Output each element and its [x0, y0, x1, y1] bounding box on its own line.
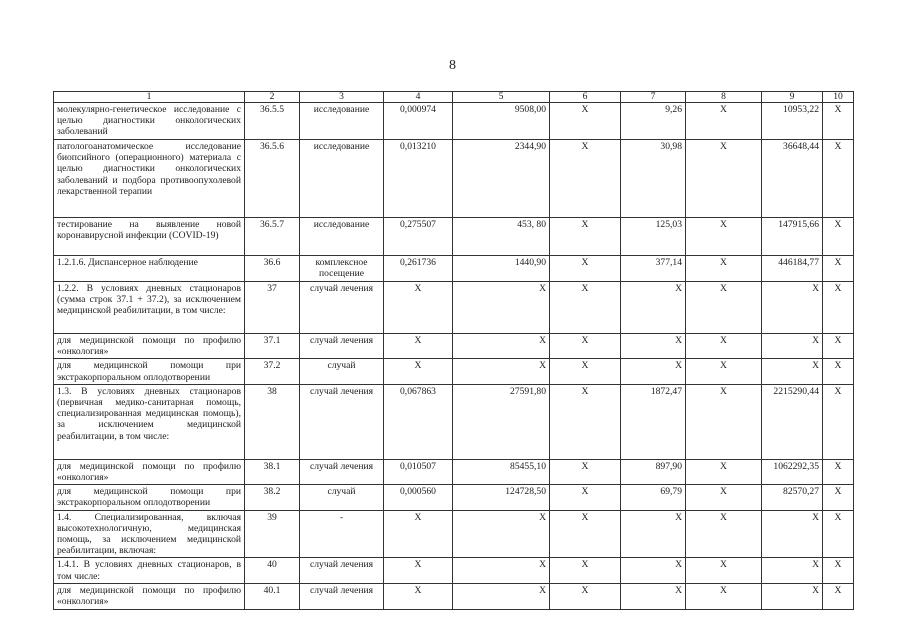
col10-cell: X	[823, 256, 854, 282]
column-header: 8	[686, 92, 762, 103]
row-name-cell: патологоанатомическое исследование биопсийного (операционного) материала с целью диагностики онкологических заболеваний и подбора противоопухолевой лекарственной терапии	[54, 140, 245, 218]
col7-cell: 125,03	[621, 218, 686, 256]
col10-cell: X	[823, 103, 854, 140]
table-row	[54, 510, 854, 558]
row-code-cell: 38	[245, 384, 300, 459]
row-code-cell: 39	[245, 510, 300, 558]
col4-cell: X	[384, 334, 453, 359]
col7-cell: X	[621, 558, 686, 583]
table-row	[54, 459, 854, 484]
table-row	[54, 256, 854, 282]
col6-cell: X	[550, 510, 621, 558]
col7-cell: 30,98	[621, 140, 686, 218]
table-row	[54, 583, 854, 609]
row-name-cell: 1.4. Специализированная, включая высокотехнологичную, медицинская помощь, за исключением медицинской реабилитации, включая:	[54, 510, 245, 558]
row-unit-cell: исследование	[300, 218, 384, 256]
col6-cell: X	[550, 334, 621, 359]
col4-cell: X	[384, 282, 453, 334]
row-unit-cell: случай лечения	[300, 282, 384, 334]
row-name-cell: 1.4.1. В условиях дневных стационаров, в том числе:	[54, 558, 245, 583]
table-row	[54, 103, 854, 140]
col9-cell: 10953,22	[762, 103, 823, 140]
col6-cell: X	[550, 359, 621, 384]
col7-cell: 69,79	[621, 485, 686, 510]
col9-cell: 36648,44	[762, 140, 823, 218]
col6-cell: X	[550, 218, 621, 256]
row-unit-cell: исследование	[300, 103, 384, 140]
col6-cell: X	[550, 140, 621, 218]
col10-cell: X	[823, 583, 854, 609]
row-code-cell: 37.2	[245, 359, 300, 384]
table-row	[54, 359, 854, 384]
column-header: 1	[54, 92, 245, 103]
col10-cell: X	[823, 334, 854, 359]
col4-cell: X	[384, 583, 453, 609]
col6-cell: X	[550, 583, 621, 609]
col8-cell: X	[686, 103, 762, 140]
col4-cell: 0,000560	[384, 485, 453, 510]
col7-cell: X	[621, 282, 686, 334]
row-unit-cell: случай лечения	[300, 558, 384, 583]
table-row	[54, 218, 854, 256]
col5-cell: X	[453, 583, 550, 609]
row-name-cell: для медицинской помощи при экстракорпоральном оплодотворении	[54, 359, 245, 384]
col8-cell: X	[686, 256, 762, 282]
col9-cell: X	[762, 282, 823, 334]
col7-cell: X	[621, 583, 686, 609]
row-name-cell: для медицинской помощи по профилю «онкология»	[54, 583, 245, 609]
row-code-cell: 38.1	[245, 459, 300, 484]
row-code-cell: 36.5.7	[245, 218, 300, 256]
col8-cell: X	[686, 459, 762, 484]
col4-cell: 0,013210	[384, 140, 453, 218]
col6-cell: X	[550, 282, 621, 334]
col9-cell: X	[762, 359, 823, 384]
col8-cell: X	[686, 282, 762, 334]
col9-cell: X	[762, 583, 823, 609]
col7-cell: 377,14	[621, 256, 686, 282]
col7-cell: X	[621, 510, 686, 558]
row-unit-cell: случай лечения	[300, 459, 384, 484]
col10-cell: X	[823, 282, 854, 334]
col9-cell: 147915,66	[762, 218, 823, 256]
column-header: 5	[453, 92, 550, 103]
table-row	[54, 384, 854, 459]
col9-cell: X	[762, 334, 823, 359]
row-code-cell: 37.1	[245, 334, 300, 359]
row-name-cell: 1.2.1.6. Диспансерное наблюдение	[54, 256, 245, 282]
row-code-cell: 36.5.5	[245, 103, 300, 140]
col6-cell: X	[550, 103, 621, 140]
row-name-cell: 1.2.2. В условиях дневных стационаров (сумма строк 37.1 + 37.2), за исключением медицинской реабилитации, в том числе:	[54, 282, 245, 334]
column-header: 7	[621, 92, 686, 103]
col4-cell: 0,000974	[384, 103, 453, 140]
column-header: 3	[300, 92, 384, 103]
col8-cell: X	[686, 583, 762, 609]
row-code-cell: 38.2	[245, 485, 300, 510]
table-row	[54, 485, 854, 510]
col10-cell: X	[823, 485, 854, 510]
row-code-cell: 36.5.6	[245, 140, 300, 218]
col5-cell: X	[453, 282, 550, 334]
table-header-row	[54, 92, 854, 103]
row-unit-cell: случай	[300, 359, 384, 384]
col8-cell: X	[686, 558, 762, 583]
row-unit-cell: исследование	[300, 140, 384, 218]
row-code-cell: 40.1	[245, 583, 300, 609]
col10-cell: X	[823, 218, 854, 256]
column-header: 10	[823, 92, 854, 103]
col7-cell: X	[621, 359, 686, 384]
row-code-cell: 36.6	[245, 256, 300, 282]
col6-cell: X	[550, 459, 621, 484]
col5-cell: 9508,00	[453, 103, 550, 140]
table-row	[54, 558, 854, 583]
col10-cell: X	[823, 510, 854, 558]
col5-cell: 27591,80	[453, 384, 550, 459]
col7-cell: 9,26	[621, 103, 686, 140]
col8-cell: X	[686, 140, 762, 218]
col10-cell: X	[823, 359, 854, 384]
data-table	[53, 91, 854, 610]
col9-cell: 82570,27	[762, 485, 823, 510]
col8-cell: X	[686, 485, 762, 510]
col7-cell: 897,90	[621, 459, 686, 484]
column-header: 4	[384, 92, 453, 103]
row-unit-cell: -	[300, 510, 384, 558]
col9-cell: X	[762, 510, 823, 558]
col7-cell: 1872,47	[621, 384, 686, 459]
col5-cell: 1440,90	[453, 256, 550, 282]
col4-cell: X	[384, 510, 453, 558]
row-code-cell: 40	[245, 558, 300, 583]
col9-cell: 446184,77	[762, 256, 823, 282]
col4-cell: 0,261736	[384, 256, 453, 282]
col4-cell: X	[384, 558, 453, 583]
col5-cell: 85455,10	[453, 459, 550, 484]
row-unit-cell: комплексное посещение	[300, 256, 384, 282]
row-name-cell: тестирование на выявление новой коронавирусной инфекции (COVID-19)	[54, 218, 245, 256]
row-name-cell: для медицинской помощи по профилю «онкология»	[54, 459, 245, 484]
col4-cell: 0,010507	[384, 459, 453, 484]
col8-cell: X	[686, 510, 762, 558]
row-name-cell: молекулярно-генетическое исследование с целью диагностики онкологических заболеваний	[54, 103, 245, 140]
column-header: 6	[550, 92, 621, 103]
col5-cell: 2344,90	[453, 140, 550, 218]
page-number: 8	[449, 58, 456, 73]
row-name-cell: для медицинской помощи по профилю «онкология»	[54, 334, 245, 359]
col5-cell: 124728,50	[453, 485, 550, 510]
row-unit-cell: случай лечения	[300, 583, 384, 609]
col8-cell: X	[686, 384, 762, 459]
col10-cell: X	[823, 384, 854, 459]
row-unit-cell: случай лечения	[300, 334, 384, 359]
col5-cell: X	[453, 558, 550, 583]
col10-cell: X	[823, 459, 854, 484]
row-name-cell: для медицинской помощи при экстракорпоральном оплодотворении	[54, 485, 245, 510]
col5-cell: X	[453, 359, 550, 384]
col10-cell: X	[823, 558, 854, 583]
col10-cell: X	[823, 140, 854, 218]
col6-cell: X	[550, 256, 621, 282]
row-code-cell: 37	[245, 282, 300, 334]
col4-cell: 0,275507	[384, 218, 453, 256]
col7-cell: X	[621, 334, 686, 359]
table-row	[54, 140, 854, 218]
column-header: 9	[762, 92, 823, 103]
col4-cell: 0,067863	[384, 384, 453, 459]
row-unit-cell: случай	[300, 485, 384, 510]
column-header: 2	[245, 92, 300, 103]
row-unit-cell: случай лечения	[300, 384, 384, 459]
col6-cell: X	[550, 384, 621, 459]
table-row	[54, 282, 854, 334]
col8-cell: X	[686, 359, 762, 384]
col6-cell: X	[550, 485, 621, 510]
col9-cell: 1062292,35	[762, 459, 823, 484]
col9-cell: 2215290,44	[762, 384, 823, 459]
col5-cell: 453, 80	[453, 218, 550, 256]
col5-cell: X	[453, 510, 550, 558]
col6-cell: X	[550, 558, 621, 583]
col8-cell: X	[686, 334, 762, 359]
col5-cell: X	[453, 334, 550, 359]
col9-cell: X	[762, 558, 823, 583]
col8-cell: X	[686, 218, 762, 256]
row-name-cell: 1.3. В условиях дневных стационаров (первичная медико-санитарная помощь, специализированная медицинская помощь), за исключением медицинской реабилитации, в том числе:	[54, 384, 245, 459]
col4-cell: X	[384, 359, 453, 384]
table-row	[54, 334, 854, 359]
